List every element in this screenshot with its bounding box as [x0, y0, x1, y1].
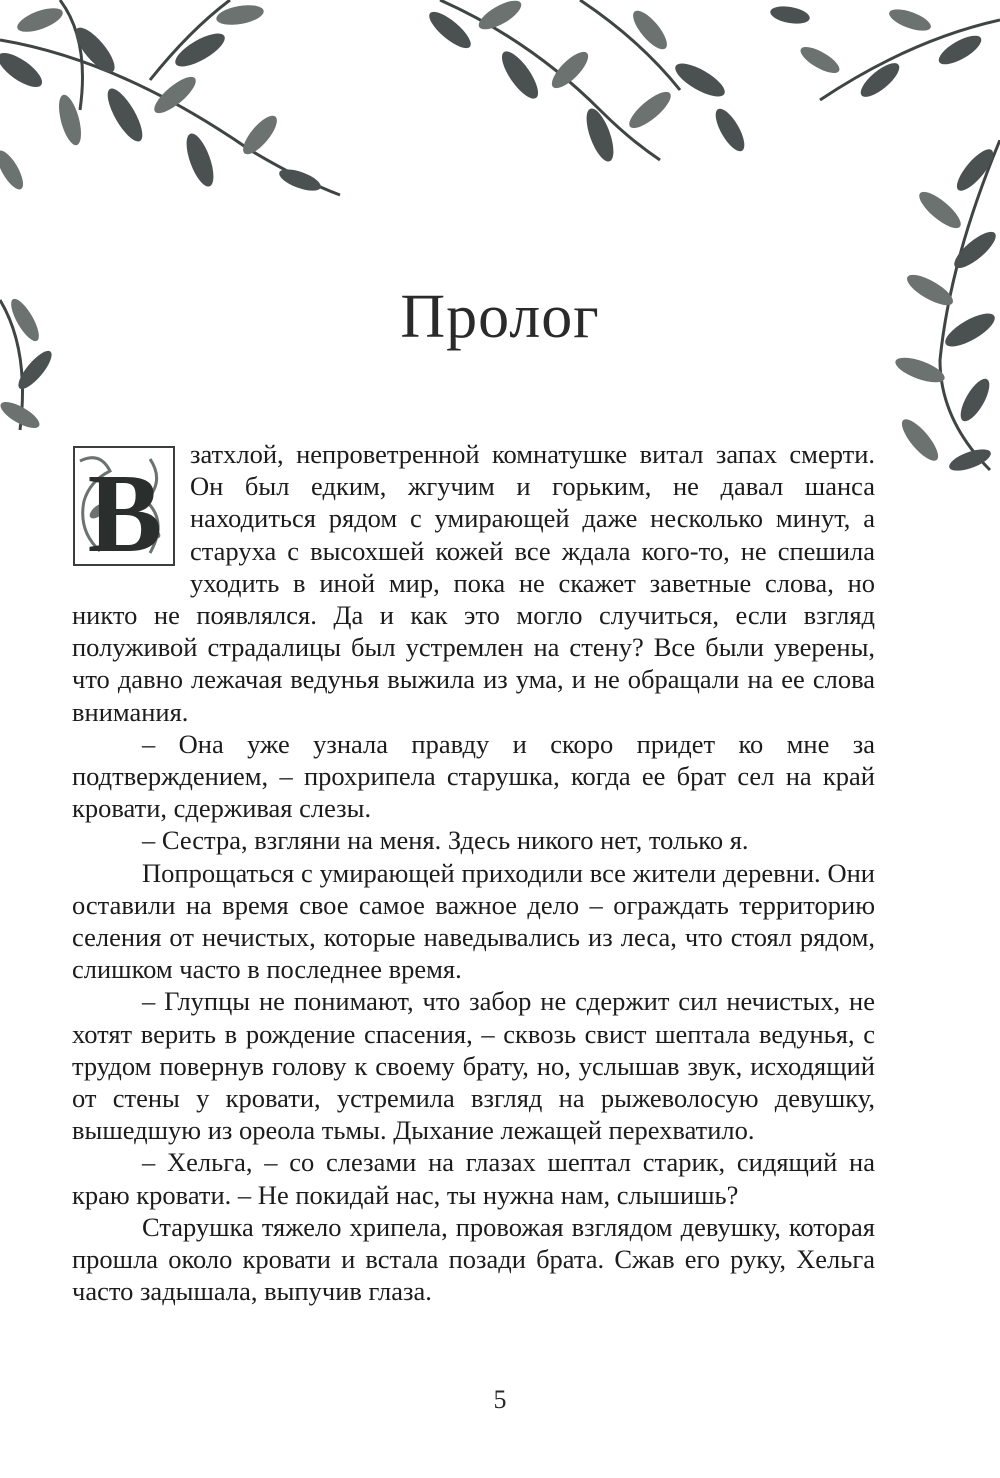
page-number: 5 [493, 1385, 507, 1414]
paragraph: – Глупцы не понимают, что забор не сдержит сил нечистых, не хотят верить в рождение спасения, – сквозь свист шептала ведунья, с трудом повернув голову к своему брату, но, услышав звук, исходящий от стены у кровати, устремила взгляд на рыжеволосую девушку, вышедшую из ореола тьмы. Дыхание лежащей перехватило. [72, 986, 875, 1146]
dropcap-initial [70, 441, 180, 569]
first-paragraph [72, 438, 875, 728]
leaf-branch-top-right-icon [760, 0, 1000, 120]
leaf-branch-top-left-icon [0, 0, 360, 200]
paragraph: – Хельга, – со слезами на глазах шептал старик, сидящий на краю кровати. – Не покидай нас, ты нужна нам, слышишь? [72, 1147, 875, 1210]
chapter-body [72, 438, 875, 1307]
paragraph: – Она уже узнала правду и скоро придет ко мне за подтверждением, – прохрипела старушка, когда ее брат сел на край кровати, сдерживая слезы. [72, 728, 875, 824]
paragraph: Старушка тяжело хрипела, провожая взглядом девушку, которая прошла около кровати и встала позади брата. Сжав его руку, Хельга часто задышала, выпучив глаза. [72, 1211, 875, 1307]
leaf-branch-top-center-icon [380, 0, 800, 170]
ornamental-dropcap-icon [70, 441, 180, 569]
svg-text:В: В [87, 452, 163, 569]
paragraph: – Сестра, взгляни на меня. Здесь никого нет, только я. [142, 825, 749, 856]
first-paragraph-text: затхлой, непроветренной комнатушке витал запах смерти. Он был едким, жгучим и горьким, не давал шанса находиться рядом с умирающей даже несколько минут, а старуха с высохшей кожей все ждала кого-то, не спешила уходить в иной мир, пока не скажет заветные слова, но никто не появлялся. Да и как это могло случиться, если взгляд полуживой страдалицы был устремлен на стену? Все были уверены, что давно лежачая ведунья выжила из ума, и не обращали на ее слова внимания. [72, 439, 875, 727]
paragraph: Попрощаться с умирающей приходили все жители деревни. Они оставили на время свое самое важное дело – ограждать территорию селения от нечистых, которые наведывались из леса, что стоял рядом, слишком часто в последнее время. [72, 857, 875, 985]
chapter-title: Пролог [400, 283, 600, 351]
